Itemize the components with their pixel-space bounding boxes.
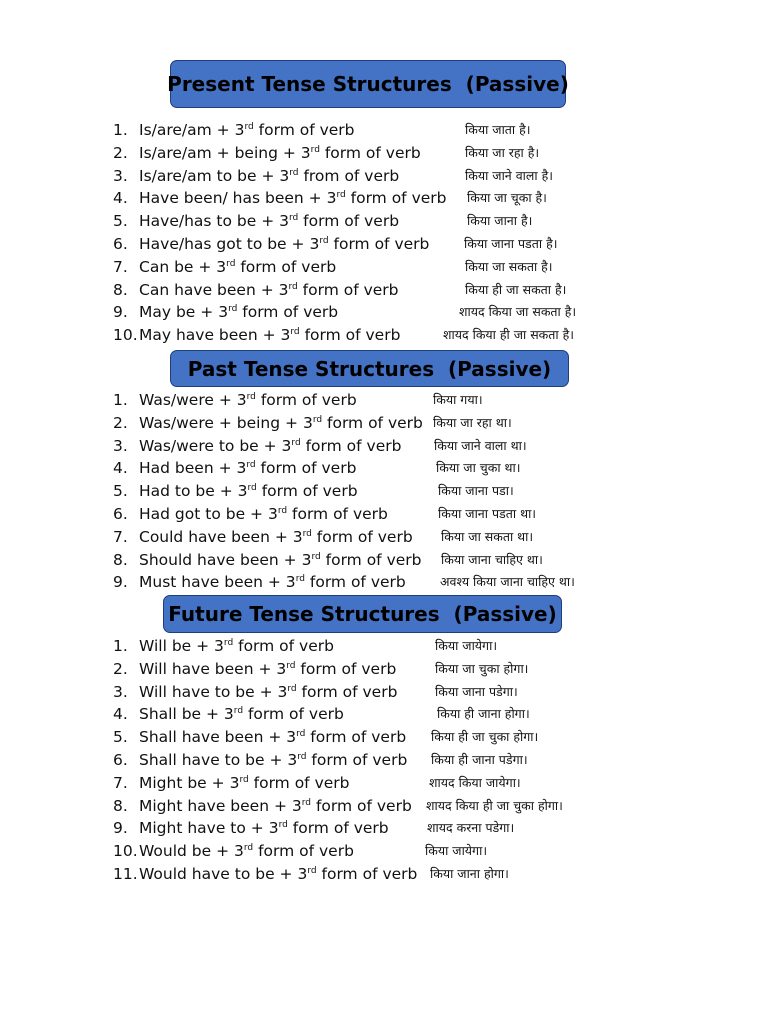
item-number: 3. xyxy=(113,166,128,185)
hindi-meaning: किया जायेगा। xyxy=(425,843,488,859)
formula-text-tail: form of verb xyxy=(255,391,357,409)
hindi-meaning: किया जाने वाला है। xyxy=(465,167,553,183)
hindi-meaning: शायद किया ही जा सकता है। xyxy=(443,327,574,343)
formula-text: May be + 3 xyxy=(139,303,229,322)
ordinal-suffix: rd xyxy=(296,729,306,740)
formula-text: Was/were + being + 3 xyxy=(139,413,313,432)
formula-text: Is/are/am to be + 3 xyxy=(139,166,290,185)
ordinal-suffix: rd xyxy=(307,865,317,876)
hindi-meaning: किया जाना है। xyxy=(467,213,533,229)
formula-text-tail: form of verb xyxy=(287,819,389,838)
formula-text-tail: form of verb xyxy=(300,436,402,455)
item-number: 1. xyxy=(113,121,128,139)
formula-text-tail: form of verb xyxy=(233,637,334,655)
item-number: 1. xyxy=(113,637,128,655)
formula-text-tail: form of verb xyxy=(243,705,344,724)
structure-formula xyxy=(139,772,349,795)
formula-text-tail: form of verb xyxy=(298,212,400,231)
structure-formula xyxy=(139,749,407,772)
hindi-meaning: शायद किया ही जा चुका होगा। xyxy=(426,797,563,813)
ordinal-suffix: rd xyxy=(286,660,296,671)
item-number: 4. xyxy=(113,705,128,724)
future-tense-header: Future Tense Structures (Passive) xyxy=(163,595,562,633)
structure-formula xyxy=(139,863,417,886)
formula-text-tail: form of verb xyxy=(311,527,413,546)
ordinal-suffix: rd xyxy=(295,574,305,585)
ordinal-suffix: rd xyxy=(319,235,329,246)
structure-formula xyxy=(139,279,399,302)
past-tense-header: Past Tense Structures (Passive) xyxy=(170,350,569,387)
hindi-meaning: किया जा सकता था। xyxy=(441,528,534,544)
hindi-meaning: किया जा रहा था। xyxy=(433,414,512,430)
formula-text-tail: form of verb xyxy=(328,234,430,253)
hindi-meaning: किया जाना पडता था। xyxy=(438,505,537,521)
ordinal-suffix: rd xyxy=(243,843,254,854)
ordinal-suffix: rd xyxy=(302,528,312,539)
hindi-meaning: किया जा सकता है। xyxy=(465,258,553,274)
structure-formula xyxy=(139,412,423,435)
formula-text-tail: form of verb xyxy=(306,750,408,769)
hindi-meaning: किया जायेगा। xyxy=(435,638,498,653)
item-number: 8. xyxy=(113,796,128,815)
hindi-meaning: किया ही जा सकता है। xyxy=(465,281,567,297)
structure-formula xyxy=(139,142,421,165)
formula-text: Might be + 3 xyxy=(139,773,240,792)
formula-text-tail: form of verb xyxy=(297,280,399,299)
formula-text-tail: form of verb xyxy=(253,842,354,861)
structure-formula xyxy=(139,480,358,503)
structure-formula xyxy=(139,457,356,480)
formula-text-tail: form of verb xyxy=(319,143,421,162)
hindi-meaning: किया जा रहा है। xyxy=(465,144,540,160)
item-number: 8. xyxy=(113,280,128,299)
item-number: 3. xyxy=(113,436,128,455)
item-number: 7. xyxy=(113,257,128,276)
structure-formula xyxy=(139,389,357,412)
ordinal-suffix: rd xyxy=(312,414,323,425)
formula-text: Is/are/am + 3 xyxy=(139,121,245,139)
formula-text-tail: form of verb xyxy=(304,573,406,592)
structure-formula xyxy=(139,210,399,233)
hindi-meaning: शायद किया जायेगा। xyxy=(429,774,521,790)
item-number: 4. xyxy=(113,459,128,478)
formula-text-tail: form of verb xyxy=(287,504,388,523)
item-number: 8. xyxy=(113,550,128,569)
formula-text: Was/were to be + 3 xyxy=(139,436,292,455)
item-number: 9. xyxy=(113,303,128,322)
formula-text-tail: form of verb xyxy=(295,659,397,678)
formula-text-tail: from of verb xyxy=(298,166,400,185)
formula-text: Can have been + 3 xyxy=(139,280,289,299)
formula-text: Was/were + 3 xyxy=(139,391,247,409)
ordinal-suffix: rd xyxy=(288,213,299,224)
item-number: 7. xyxy=(113,527,128,546)
formula-text-tail: form of verb xyxy=(253,121,355,139)
formula-text: Have been/ has been + 3 xyxy=(139,189,337,208)
ordinal-suffix: rd xyxy=(277,505,288,516)
ordinal-suffix: rd xyxy=(290,327,300,338)
ordinal-suffix: rd xyxy=(336,190,346,201)
structure-formula xyxy=(139,571,406,594)
structure-formula xyxy=(139,526,413,549)
hindi-meaning: शायद करना पडेगा। xyxy=(427,820,515,836)
formula-text-tail: form of verb xyxy=(305,728,407,747)
structure-formula xyxy=(139,795,412,818)
ordinal-suffix: rd xyxy=(301,797,312,808)
item-number: 6. xyxy=(113,504,128,523)
structure-formula xyxy=(139,435,401,458)
formula-text: Can be + 3 xyxy=(139,257,227,276)
ordinal-suffix: rd xyxy=(311,551,321,562)
formula-text: Shall be + 3 xyxy=(139,705,234,724)
formula-text: Will have been + 3 xyxy=(139,659,287,678)
hindi-meaning: किया गया। xyxy=(433,392,483,407)
structure-formula xyxy=(139,324,400,347)
structure-formula xyxy=(139,301,338,324)
formula-text-tail: form of verb xyxy=(255,459,357,478)
formula-text: Had been + 3 xyxy=(139,459,247,478)
ordinal-suffix: rd xyxy=(297,751,307,762)
formula-text: Had to be + 3 xyxy=(139,482,248,501)
hindi-meaning: किया जा चुका था। xyxy=(436,460,521,476)
ordinal-suffix: rd xyxy=(278,820,288,831)
item-number: 3. xyxy=(113,682,128,701)
item-number: 7. xyxy=(113,773,128,792)
item-number: 10. xyxy=(113,842,138,861)
ordinal-suffix: rd xyxy=(233,706,244,717)
hindi-meaning: किया ही जाना पडेगा। xyxy=(431,751,528,767)
structure-formula xyxy=(139,726,406,749)
formula-text: Must have been + 3 xyxy=(139,573,296,592)
structure-formula xyxy=(139,681,397,704)
ordinal-suffix: rd xyxy=(247,483,257,494)
present-tense-header: Present Tense Structures (Passive) xyxy=(170,60,566,108)
hindi-meaning: किया जाना चाहिए था। xyxy=(441,551,543,567)
formula-text: Might have to + 3 xyxy=(139,819,279,838)
hindi-meaning: शायद किया जा सकता है। xyxy=(459,304,577,320)
hindi-meaning: किया जाना होगा। xyxy=(430,865,509,881)
formula-text: Is/are/am + being + 3 xyxy=(139,143,311,162)
ordinal-suffix: rd xyxy=(228,304,238,315)
structure-formula xyxy=(139,165,399,188)
item-number: 5. xyxy=(113,728,128,747)
item-number: 6. xyxy=(113,234,128,253)
ordinal-suffix: rd xyxy=(239,774,249,785)
formula-text-tail: form of verb xyxy=(345,189,447,208)
structure-formula xyxy=(139,503,388,526)
formula-text: Should have been + 3 xyxy=(139,550,312,569)
item-number: 5. xyxy=(113,212,128,231)
item-number: 2. xyxy=(113,143,128,162)
item-number: 2. xyxy=(113,413,128,432)
formula-text: Had got to be + 3 xyxy=(139,504,278,523)
structure-formula xyxy=(139,187,446,210)
ordinal-suffix: rd xyxy=(223,637,234,648)
formula-text-tail: form of verb xyxy=(248,773,350,792)
item-number: 11. xyxy=(113,864,138,883)
formula-text-tail: form of verb xyxy=(311,796,412,815)
hindi-meaning: अवश्य किया जाना चाहिए था। xyxy=(440,574,575,590)
hindi-meaning: किया जाना पडता है। xyxy=(464,235,558,251)
formula-text: Might have been + 3 xyxy=(139,796,302,815)
formula-text-tail: form of verb xyxy=(322,413,423,432)
hindi-meaning: किया जाता है। xyxy=(465,122,531,137)
ordinal-suffix: rd xyxy=(244,121,254,132)
formula-text-tail: form of verb xyxy=(256,482,358,501)
ordinal-suffix: rd xyxy=(246,460,256,471)
hindi-meaning: किया जा चुका होगा। xyxy=(435,660,529,676)
structure-formula xyxy=(139,840,354,863)
hindi-meaning: किया ही जाना होगा। xyxy=(437,706,530,722)
ordinal-suffix: rd xyxy=(287,683,297,694)
formula-text: Will have to be + 3 xyxy=(139,682,288,701)
formula-text-tail: form of verb xyxy=(299,326,401,345)
ordinal-suffix: rd xyxy=(310,144,320,155)
structure-formula xyxy=(139,549,421,572)
item-number: 10. xyxy=(113,326,138,345)
structure-formula xyxy=(139,817,389,840)
item-number: 4. xyxy=(113,189,128,208)
formula-text: Shall have been + 3 xyxy=(139,728,297,747)
structure-formula xyxy=(139,119,355,142)
hindi-meaning: किया जा चूका है। xyxy=(467,190,547,206)
formula-text: Have/has got to be + 3 xyxy=(139,234,320,253)
hindi-meaning: किया जाना पडा। xyxy=(438,483,514,499)
item-number: 1. xyxy=(113,391,128,409)
ordinal-suffix: rd xyxy=(289,167,299,178)
formula-text: Will be + 3 xyxy=(139,637,224,655)
item-number: 6. xyxy=(113,750,128,769)
item-number: 2. xyxy=(113,659,128,678)
structure-formula xyxy=(139,635,334,658)
formula-text-tail: form of verb xyxy=(316,864,418,883)
structure-formula xyxy=(139,703,344,726)
formula-text: Would be + 3 xyxy=(139,842,244,861)
structure-formula xyxy=(139,256,336,279)
formula-text: Shall have to be + 3 xyxy=(139,750,298,769)
formula-text-tail: form of verb xyxy=(237,303,339,322)
formula-text: Would have to be + 3 xyxy=(139,864,308,883)
hindi-meaning: किया जाना पडेगा। xyxy=(435,683,518,699)
formula-text: Could have been + 3 xyxy=(139,527,303,546)
ordinal-suffix: rd xyxy=(288,281,298,292)
ordinal-suffix: rd xyxy=(291,437,301,448)
formula-text-tail: form of verb xyxy=(320,550,422,569)
ordinal-suffix: rd xyxy=(246,391,256,402)
formula-text: Have/has to be + 3 xyxy=(139,212,289,231)
structure-formula xyxy=(139,233,429,256)
item-number: 5. xyxy=(113,482,128,501)
ordinal-suffix: rd xyxy=(226,258,236,269)
formula-text-tail: form of verb xyxy=(235,257,337,276)
formula-text: May have been + 3 xyxy=(139,326,291,345)
formula-text-tail: form of verb xyxy=(296,682,398,701)
hindi-meaning: किया जाने वाला था। xyxy=(434,437,527,453)
item-number: 9. xyxy=(113,819,128,838)
item-number: 9. xyxy=(113,573,128,592)
structure-formula xyxy=(139,658,396,681)
hindi-meaning: किया ही जा चुका होगा। xyxy=(431,729,539,745)
